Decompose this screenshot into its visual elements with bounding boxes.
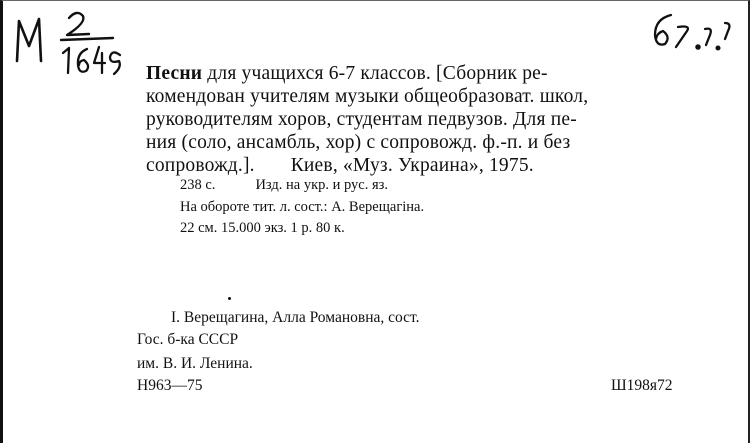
library-name-line-1: Гос. б-ка СССР bbox=[137, 331, 239, 348]
pages-language-line bbox=[180, 177, 388, 194]
classification-number: Ш198я72 bbox=[611, 377, 673, 394]
card-number-left: Н963—75 bbox=[137, 377, 203, 394]
language-note: Изд. на укр. и рус. яз. bbox=[255, 177, 389, 193]
handwritten-digit-2 bbox=[67, 13, 89, 35]
physical-description: 22 см. 15.000 экз. 1 р. 80 к. bbox=[180, 220, 345, 236]
handwritten-number-1649 bbox=[63, 47, 120, 74]
entry-line-1-rest: для учащихся 6-7 классов. [Сборник ре- bbox=[202, 63, 548, 84]
page-count: 238 с. bbox=[180, 177, 216, 193]
entry-line-1 bbox=[146, 62, 686, 85]
entry-line-5a: сопровожд.]. bbox=[146, 155, 255, 176]
handwritten-corner-mark bbox=[655, 15, 729, 49]
publication-info: Киев, «Муз. Украина», 1975. bbox=[290, 155, 534, 176]
entry-line-3: руководителям хоров, студентам педвузов. Для пе- bbox=[146, 109, 577, 130]
specimen-dot bbox=[228, 297, 231, 300]
entry-text bbox=[146, 62, 686, 177]
entry-line-5 bbox=[146, 154, 686, 177]
handwritten-letter-m bbox=[17, 19, 41, 61]
handwritten-fraction-bar bbox=[61, 38, 113, 40]
entry-title: Песни bbox=[146, 63, 203, 84]
verso-note: На обороте тит. л. сост.: А. Верещагіна. bbox=[180, 199, 425, 215]
entry-line-4: ния (соло, ансамбль, хор) с сопровожд. ф.-п. и без bbox=[146, 132, 571, 153]
compiler-tracing: I. Верещагина, Алла Романовна, сост. bbox=[171, 309, 420, 326]
library-name-line-2: им. В. И. Ленина. bbox=[137, 355, 253, 372]
entry-line-2: комендован учителям музыки общеобразоват. школ, bbox=[146, 86, 589, 107]
